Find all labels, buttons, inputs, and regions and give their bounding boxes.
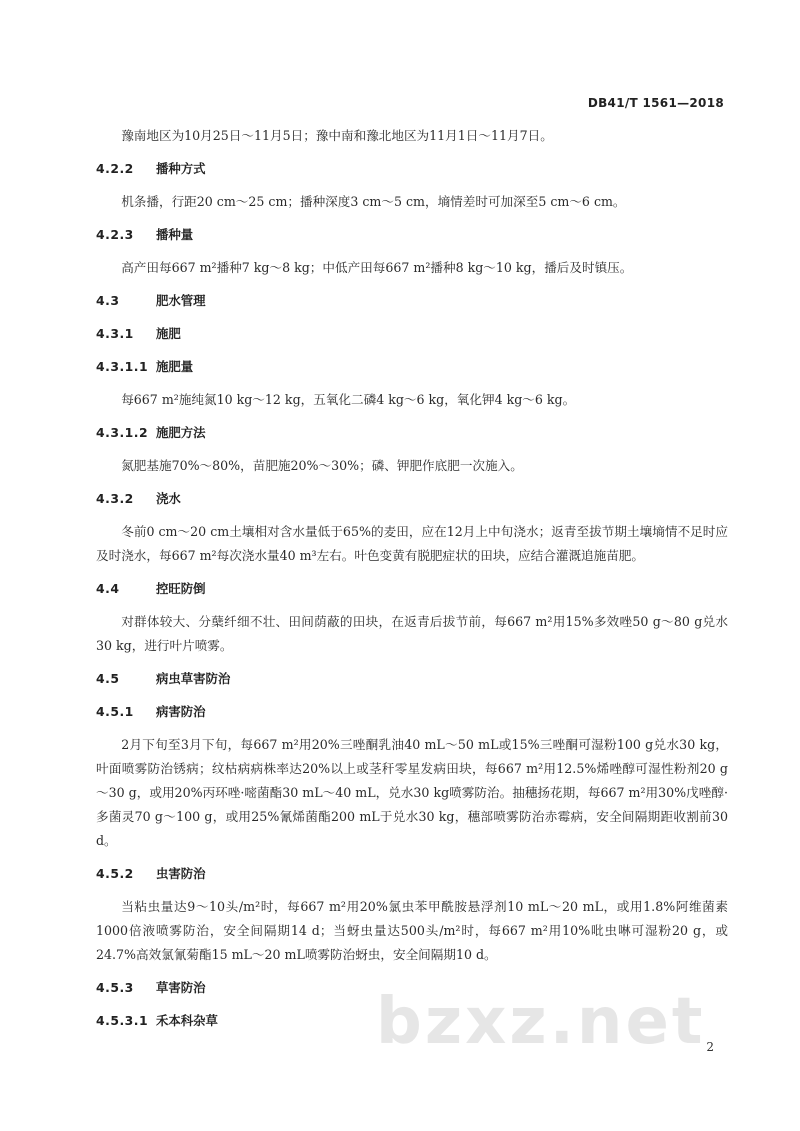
heading-4-3-1-2 <box>96 421 728 445</box>
heading-4-3-1-1 <box>96 355 728 379</box>
section-title: 施肥量 <box>156 359 194 374</box>
paragraph-seeding-rate: 高产田每667 m²播种7 kg～8 kg；中低产田每667 m²播种8 kg～10 kg，播后及时镇压。 <box>121 260 633 275</box>
section-number: 4.5.3 <box>96 980 134 995</box>
paragraph-fertilizer-amount: 每667 m²施纯氮10 kg～12 kg，五氧化二磷4 kg～6 kg，氧化钾4 kg～6 kg。 <box>121 392 576 407</box>
section-title: 肥水管理 <box>156 293 206 308</box>
section-title: 草害防治 <box>156 980 206 995</box>
page-number: 2 <box>706 1040 714 1054</box>
section-title: 病害防治 <box>156 704 206 719</box>
section-title: 播种方式 <box>156 161 206 176</box>
paragraph-disease-control: 2月下旬至3月下旬，每667 m²用20%三唑酮乳油40 mL～50 mL或15%三唑酮可湿粉100 g兑水30 kg，叶面喷雾防治锈病；纹枯病病株率达20%以上或茎秆零星发病田块，每667 m²用12.5%烯唑醇可湿性粉剂20 g～30 g，或用20%丙环唑·嘧菌酯30 mL～40 mL，兑水30 kg喷雾防治。抽穗扬花期，每667 m²用30%戊唑醇·多菌灵70 g～100 g，或用25%氰烯菌酯200 mL于兑水30 kg，穗部喷雾防治赤霉病，安全间隔期距收割前30 d。 <box>96 737 728 848</box>
section-title: 虫害防治 <box>156 866 206 881</box>
paragraph-growth-control: 对群体较大、分蘖纤细不壮、田间荫蔽的田块，在返青后拔节前，每667 m²用15%多效唑50 g～80 g兑水30 kg，进行叶片喷雾。 <box>96 614 728 653</box>
section-title: 病虫草害防治 <box>156 671 231 686</box>
section-title: 浇水 <box>156 491 181 506</box>
paragraph-irrigation: 冬前0 cm～20 cm土壤相对含水量低于65%的麦田，应在12月上中旬浇水；返青至拔节期土壤墒情不足时应及时浇水，每667 m²每次浇水量40 m³左右。叶色变黄有脱肥症状的田块，应结合灌溉追施苗肥。 <box>96 524 728 563</box>
section-number: 4.2.2 <box>96 161 134 176</box>
paragraph-sowing-method: 机条播，行距20 cm～25 cm；播种深度3 cm～5 cm，墒情差时可加深至5 cm～6 cm。 <box>121 194 626 209</box>
section-number: 4.5.3.1 <box>96 1013 149 1028</box>
section-title: 施肥 <box>156 326 181 341</box>
section-number: 4.4 <box>96 581 120 596</box>
section-number: 4.5.2 <box>96 866 134 881</box>
section-title: 控旺防倒 <box>156 581 206 596</box>
section-title: 播种量 <box>156 227 194 242</box>
section-number: 4.2.3 <box>96 227 134 242</box>
heading-4-5 <box>96 667 728 691</box>
heading-4-3 <box>96 289 728 313</box>
section-number: 4.3.1.1 <box>96 359 149 374</box>
heading-4-3-1 <box>96 322 728 346</box>
document-code: DB41/T 1561—2018 <box>587 96 724 110</box>
section-number: 4.5.1 <box>96 704 134 719</box>
section-title: 禾本科杂草 <box>156 1013 218 1028</box>
paragraph-pest-control: 当粘虫量达9～10头/m²时，每667 m²用20%氯虫苯甲酰胺悬浮剂10 mL～20 mL，或用1.8%阿维菌素1000倍液喷雾防治，安全间隔期14 d；当蚜虫量达500头/m²时，每667 m²用10%吡虫啉可湿粉20 g，或24.7%高效氯氰菊酯15 mL～20 mL喷雾防治蚜虫，安全间隔期10 d。 <box>96 899 728 962</box>
watermark: bzxz.net <box>376 985 706 1059</box>
section-number: 4.3.1 <box>96 326 134 341</box>
heading-4-5-1 <box>96 700 728 724</box>
heading-4-5-2 <box>96 862 728 886</box>
heading-4-2-2 <box>96 157 728 181</box>
section-number: 4.3 <box>96 293 120 308</box>
heading-4-4 <box>96 577 728 601</box>
heading-4-3-2 <box>96 487 728 511</box>
section-number: 4.3.1.2 <box>96 425 149 440</box>
section-number: 4.3.2 <box>96 491 134 506</box>
section-number: 4.5 <box>96 671 120 686</box>
paragraph-fertilizer-method: 氮肥基施70%～80%，苗肥施20%～30%；磷、钾肥作底肥一次施入。 <box>121 458 523 473</box>
document-body <box>96 124 728 1033</box>
heading-4-2-3 <box>96 223 728 247</box>
section-title: 施肥方法 <box>156 425 206 440</box>
paragraph-sowing-date: 豫南地区为10月25日～11月5日；豫中南和豫北地区为11月1日～11月7日。 <box>121 128 553 143</box>
